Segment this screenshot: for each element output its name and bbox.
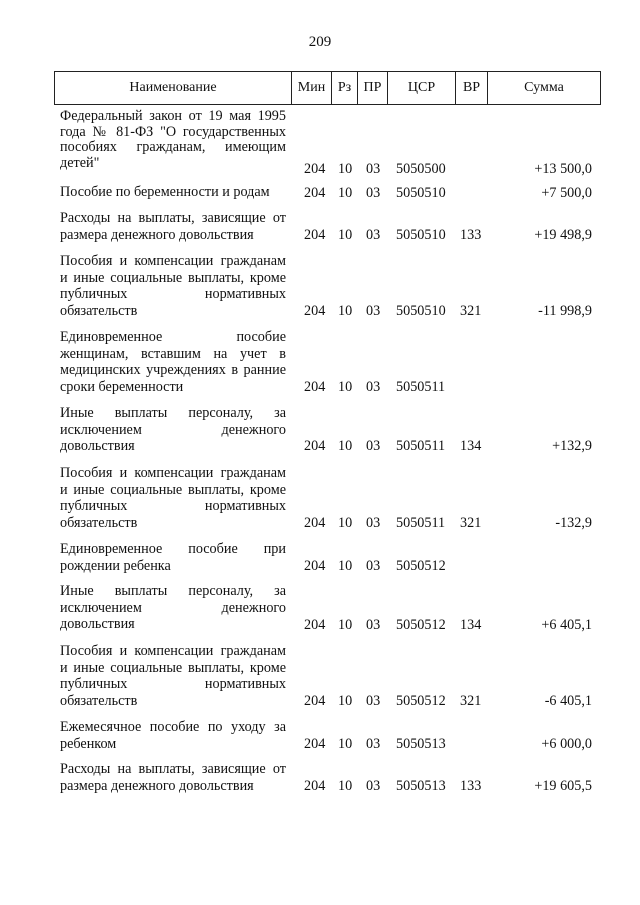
row-name: Иные выплаты персоналу, за исключением денежного довольствия: [60, 583, 286, 632]
row-vr: 321: [460, 514, 482, 531]
row-vr: 133: [460, 777, 482, 794]
table-row: [0, 109, 640, 177]
row-csr: 5050513: [396, 735, 446, 752]
row-vr: 134: [460, 616, 482, 633]
row-rz: 10: [338, 437, 353, 454]
row-csr: 5050512: [396, 616, 446, 633]
row-pr: 03: [366, 160, 381, 177]
row-name: Единовременное пособие при рождении ребенка: [60, 541, 286, 574]
table-row: [0, 210, 640, 243]
row-name: Расходы на выплаты, зависящие от размера денежного довольствия: [60, 761, 286, 794]
row-rz: 10: [338, 184, 353, 201]
row-pr: 03: [366, 616, 381, 633]
row-rz: 10: [338, 514, 353, 531]
row-min: 204: [304, 735, 326, 752]
row-vr: 134: [460, 437, 482, 454]
row-sum: +19 605,5: [534, 777, 592, 794]
row-min: 204: [304, 557, 326, 574]
row-csr: 5050512: [396, 692, 446, 709]
row-pr: 03: [366, 184, 381, 201]
row-min: 204: [304, 184, 326, 201]
row-min: 204: [304, 777, 326, 794]
row-min: 204: [304, 514, 326, 531]
table-row: [0, 761, 640, 794]
header-name: Наименование: [129, 80, 217, 95]
row-pr: 03: [366, 557, 381, 574]
row-rz: 10: [338, 616, 353, 633]
table-row: [0, 253, 640, 319]
row-pr: 03: [366, 735, 381, 752]
table-row: [0, 405, 640, 454]
row-rz: 10: [338, 160, 353, 177]
table-row: [0, 583, 640, 633]
row-csr: 5050513: [396, 777, 446, 794]
row-pr: 03: [366, 692, 381, 709]
row-name: Федеральный закон от 19 мая 1995 года № 81-ФЗ "О государственных пособиях гражданам, имеющим детей": [60, 108, 286, 171]
row-rz: 10: [338, 557, 353, 574]
row-csr: 5050511: [396, 378, 446, 395]
header-min: Мин: [291, 72, 331, 104]
header-pr: ПР: [357, 72, 387, 104]
row-pr: 03: [366, 437, 381, 454]
row-min: 204: [304, 302, 326, 319]
row-pr: 03: [366, 514, 381, 531]
row-min: 204: [304, 226, 326, 243]
row-rz: 10: [338, 226, 353, 243]
row-min: 204: [304, 616, 326, 633]
row-sum: +19 498,9: [534, 226, 592, 243]
row-name: Расходы на выплаты, зависящие от размера денежного довольствия: [60, 210, 286, 243]
row-sum: +13 500,0: [534, 160, 592, 177]
header-vr: ВР: [455, 72, 487, 104]
row-sum: -132,9: [555, 514, 592, 531]
header-rz: Рз: [331, 72, 357, 104]
row-csr: 5050510: [396, 302, 446, 319]
row-csr: 5050500: [396, 160, 446, 177]
page-number: 209: [308, 34, 332, 50]
row-csr: 5050510: [396, 226, 446, 243]
row-rz: 10: [338, 692, 353, 709]
row-pr: 03: [366, 378, 381, 395]
header-sum: Сумма: [487, 72, 600, 104]
row-sum: +6 405,1: [541, 616, 592, 633]
row-csr: 5050511: [396, 514, 446, 531]
row-sum: -11 998,9: [538, 302, 592, 319]
row-rz: 10: [338, 378, 353, 395]
row-csr: 5050511: [396, 437, 446, 454]
row-min: 204: [304, 692, 326, 709]
row-rz: 10: [338, 777, 353, 794]
row-min: 204: [304, 378, 326, 395]
row-min: 204: [304, 437, 326, 454]
row-name: Пособия и компенсации гражданам и иные социальные выплаты, кроме публичных нормативных обязательств: [60, 643, 286, 709]
row-rz: 10: [338, 302, 353, 319]
table-header: [54, 71, 601, 105]
table-row: [0, 541, 640, 574]
row-name: Пособия и компенсации гражданам и иные социальные выплаты, кроме публичных нормативных обязательств: [60, 253, 286, 319]
row-vr: 321: [460, 302, 482, 319]
row-pr: 03: [366, 302, 381, 319]
row-vr: 133: [460, 226, 482, 243]
row-sum: +132,9: [552, 437, 592, 454]
row-name: Единовременное пособие женщинам, вставшим на учет в медицинских учреждениях в ранние сроки беременности: [60, 329, 286, 395]
table-row: [0, 643, 640, 709]
table-row: [0, 465, 640, 531]
row-sum: +6 000,0: [541, 735, 592, 752]
header-csr: ЦСР: [387, 72, 455, 104]
row-vr: 321: [460, 692, 482, 709]
row-name: Пособие по беременности и родам: [60, 184, 270, 200]
table-row: [0, 184, 640, 201]
row-min: 204: [304, 160, 326, 177]
row-name: Иные выплаты персоналу, за исключением денежного довольствия: [60, 405, 286, 454]
table-row: [0, 329, 640, 395]
row-sum: +7 500,0: [541, 184, 592, 201]
row-name: Пособия и компенсации гражданам и иные социальные выплаты, кроме публичных нормативных обязательств: [60, 465, 286, 531]
row-rz: 10: [338, 735, 353, 752]
row-pr: 03: [366, 226, 381, 243]
row-csr: 5050510: [396, 184, 446, 201]
row-sum: -6 405,1: [544, 692, 592, 709]
row-pr: 03: [366, 777, 381, 794]
row-csr: 5050512: [396, 557, 446, 574]
row-name: Ежемесячное пособие по уходу за ребенком: [60, 719, 286, 752]
table-row: [0, 719, 640, 752]
